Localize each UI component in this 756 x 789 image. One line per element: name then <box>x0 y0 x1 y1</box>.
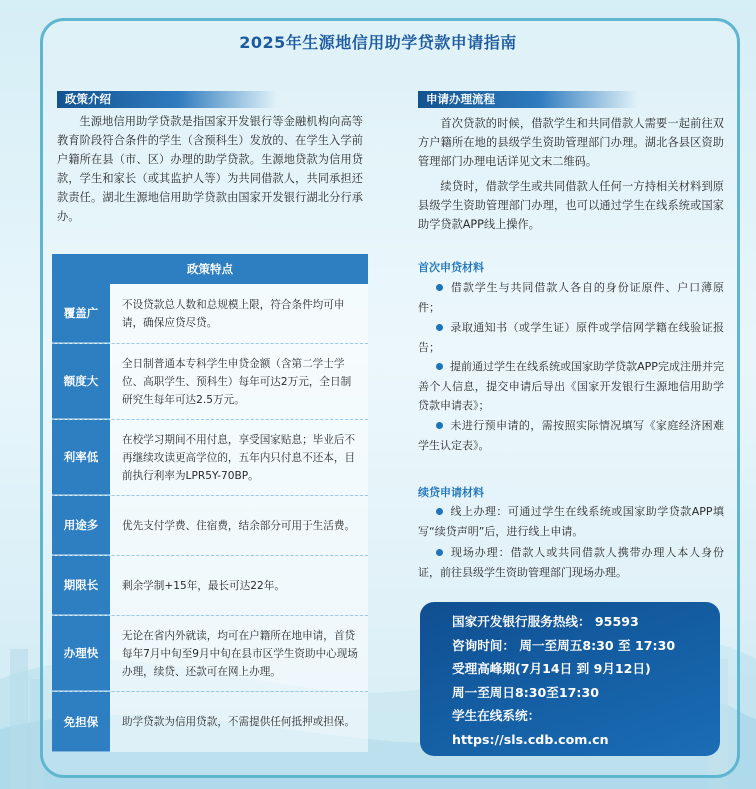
renew-materials-heading: 续贷申请材料 <box>418 486 484 499</box>
feature-desc: 优先支付学费、住宿费，结余部分可用于生活费。 <box>110 496 368 555</box>
feature-label: 覆盖广 <box>52 284 110 343</box>
feature-desc: 全日制普通本专科学生申贷金额（含第二学士学位、高职学生、预科生）每年可达2万元，全日制研究生每年可达2.5万元。 <box>110 344 368 419</box>
bullet-dot-icon <box>436 363 443 370</box>
feature-label: 免担保 <box>52 692 110 752</box>
feature-desc: 不设贷款总人数和总规模上限，符合条件均可申请，确保应贷尽贷。 <box>110 284 368 343</box>
features-heading: 政策特点 <box>52 254 368 284</box>
peak-period-text: 受理高峰期(7月14日 到 9月12日) <box>452 661 651 676</box>
feature-row <box>52 616 368 692</box>
renew-material-item: 现场办理：借款人或共同借款人携带办理人本人身份证，前往县级学生资助管理部门现场办理。 <box>418 546 724 579</box>
renew-material-item: 线上办理：可通过学生在线系统或国家助学贷款APP填写“续贷声明”后，进行线上申请。 <box>418 505 724 538</box>
policy-intro-text: 生源地信用助学贷款是指国家开发银行等金融机构向高等教育阶段符合条件的学生（含预科生）发放的、在学生入学前户籍所在县（市、区）办理的助学贷款。生源地贷款为信用贷款，学生和家长（或其监护人等）为共同借款人，共同承担还款责任。湖北生源地信用助学贷款由国家开发银行湖北分行承办。 <box>57 115 363 223</box>
feature-row <box>52 420 368 496</box>
feature-label: 办理快 <box>52 616 110 691</box>
feature-desc: 无论在省内外就读，均可在户籍所在地申请，首贷每年7月中旬至9月中旬在县市区学生资助中心现场办理，续贷、还款可在网上办理。 <box>110 616 368 691</box>
process-heading: 申请办理流程 <box>418 91 638 108</box>
feature-label: 利率低 <box>52 420 110 495</box>
peak-time-text: 周一至周日8:30至17:30 <box>452 684 599 700</box>
feature-row <box>52 284 368 344</box>
feature-row <box>52 344 368 420</box>
bullet-dot-icon <box>436 324 443 331</box>
process-para-2: 续贷时，借款学生或共同借款人任何一方持相关材料到原县级学生资助管理部门办理，也可以通过学生在线系统或国家助学贷款APP线上操作。 <box>418 180 724 231</box>
feature-label: 期限长 <box>52 556 110 615</box>
hotline-text: 国家开发银行服务热线： 95593 <box>452 614 639 629</box>
system-label: 学生在线系统： <box>452 708 541 723</box>
first-material-item: 借款学生与共同借款人各自的身份证原件、户口薄原件； <box>418 281 724 314</box>
feature-row <box>52 556 368 616</box>
feature-desc: 剩余学制+15年，最长可达22年。 <box>110 556 368 615</box>
feature-label: 用途多 <box>52 496 110 555</box>
bullet-dot-icon <box>436 422 443 429</box>
feature-desc: 助学贷款为信用贷款，不需提供任何抵押或担保。 <box>110 692 368 752</box>
policy-intro-heading: 政策介绍 <box>57 91 277 108</box>
consult-time-text: 咨询时间： 周一至周五8:30 至 17:30 <box>452 637 676 653</box>
page-title: 2025年生源地信用助学贷款申请指南 <box>239 33 517 52</box>
feature-row <box>52 496 368 556</box>
feature-row <box>52 692 368 752</box>
process-para-1: 首次贷款的时候，借款学生和共同借款人需要一起前往双方户籍所在地的县级学生资助管理部门办理。湖北各县区资助管理部门办理电话详见文末二维码。 <box>418 117 724 168</box>
bullet-dot-icon <box>436 284 443 291</box>
first-material-item: 录取通知书（或学生证）原件或学信网学籍在线验证报告； <box>418 321 724 354</box>
contact-box <box>420 602 720 756</box>
first-material-item: 未进行预申请的，需按照实际情况填写《家庭经济困难学生认定表》。 <box>418 419 724 452</box>
feature-label: 额度大 <box>52 344 110 419</box>
bullet-dot-icon <box>436 508 443 515</box>
feature-desc: 在校学习期间不用付息，享受国家贴息；毕业后不再继续攻读更高学位的，五年内只付息不还本，目前执行利率为LPR5Y-70BP。 <box>110 420 368 495</box>
first-material-item: 提前通过学生在线系统或国家助学贷款APP完成注册并完善个人信息，提交申请后导出《国家开发银行生源地信用助学贷款申请表》； <box>418 360 724 412</box>
system-url-link[interactable]: https://sls.cdb.com.cn <box>452 731 609 747</box>
bullet-dot-icon <box>436 549 443 556</box>
first-materials-heading: 首次申贷材料 <box>418 261 484 274</box>
